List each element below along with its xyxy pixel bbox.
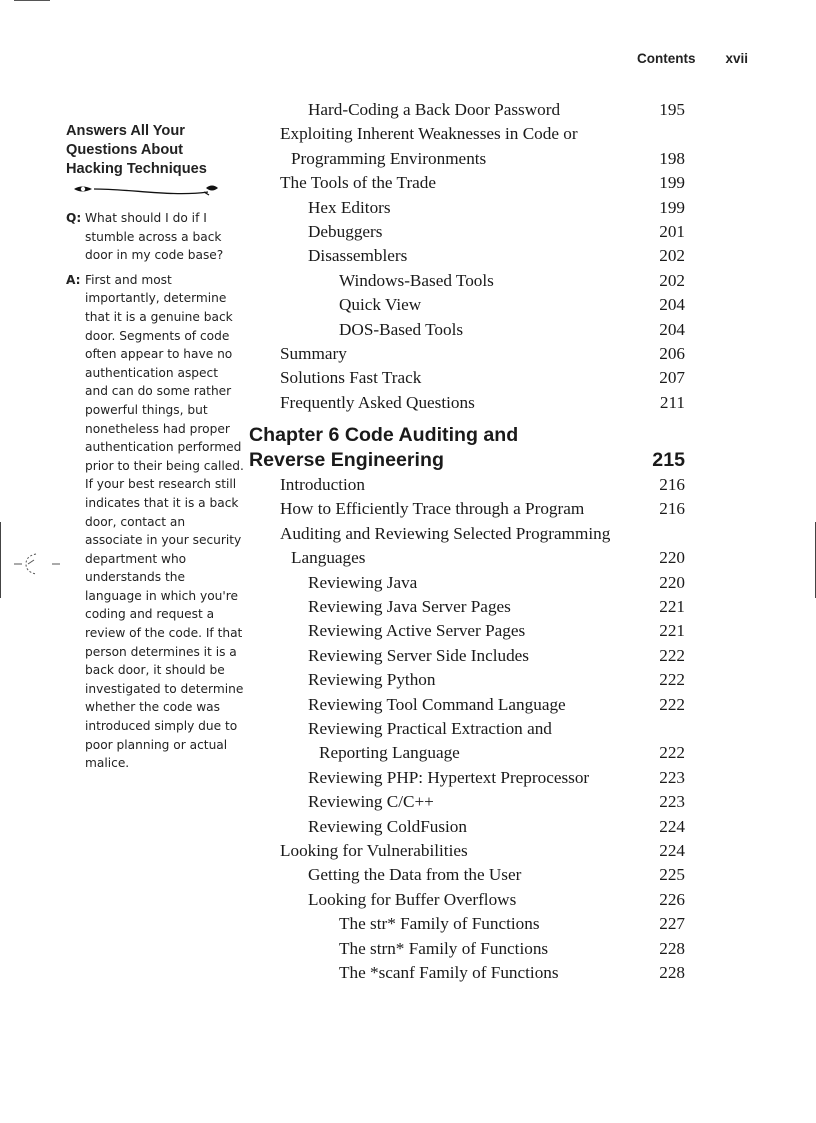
- toc-title: Reviewing Active Server Pages: [308, 621, 526, 641]
- toc-title: The *scanf Family of Functions: [339, 962, 559, 982]
- toc-page: 223: [659, 792, 685, 812]
- toc-title: Reporting Language: [319, 743, 460, 763]
- toc-entry[interactable]: [249, 790, 687, 814]
- toc-entry[interactable]: [249, 269, 687, 293]
- toc-title: Reviewing Python: [308, 670, 436, 690]
- crop-mark-left: [0, 522, 1, 598]
- toc-title: Reviewing Java: [308, 572, 418, 592]
- chapter-heading[interactable]: [249, 423, 687, 473]
- toc-title: The strn* Family of Functions: [339, 938, 549, 958]
- toc-entry[interactable]: [249, 366, 687, 390]
- toc-entry[interactable]: [249, 293, 687, 317]
- toc-title: Getting the Data from the User: [308, 865, 522, 885]
- toc-entry[interactable]: [249, 595, 687, 619]
- sidebar: [66, 122, 244, 779]
- question-label: Q:: [66, 211, 82, 225]
- toc-title: Reviewing C/C++: [308, 792, 434, 812]
- toc-entry[interactable]: [249, 961, 687, 985]
- toc-page: 199: [659, 173, 685, 193]
- toc-title: Introduction: [280, 475, 365, 495]
- toc-entry[interactable]: [249, 717, 687, 741]
- toc-page: 223: [659, 767, 685, 787]
- toc-page: 195: [659, 100, 685, 119]
- toc-page: 216: [659, 475, 685, 495]
- toc-page: 225: [659, 865, 685, 885]
- toc-title: Looking for Buffer Overflows: [308, 889, 517, 909]
- chapter-title-line2: Reverse Engineering: [249, 448, 444, 471]
- toc-page: 222: [659, 645, 685, 665]
- toc-title: Solutions Fast Track: [280, 368, 422, 388]
- toc-entry[interactable]: [249, 766, 687, 790]
- toc-page: 226: [659, 889, 685, 909]
- toc-title: DOS-Based Tools: [339, 319, 464, 339]
- toc-entry-continuation[interactable]: [249, 546, 687, 570]
- toc-entry[interactable]: [249, 912, 687, 936]
- crop-mark-top-left: [14, 0, 50, 1]
- toc-entry[interactable]: [249, 391, 687, 415]
- running-head-label: Contents: [636, 51, 696, 66]
- toc-title: The Tools of the Trade: [280, 173, 437, 193]
- registration-mark-icon: [14, 550, 62, 578]
- toc-title: Summary: [280, 343, 347, 363]
- toc-page: 221: [659, 597, 685, 617]
- toc-entry-continuation[interactable]: [249, 147, 687, 171]
- toc-title: Hard-Coding a Back Door Password: [308, 100, 561, 119]
- toc-entry[interactable]: [249, 522, 687, 546]
- question-text: What should I do if I stumble across a back door in my code base?: [85, 211, 224, 263]
- toc-title: Looking for Vulnerabilities: [280, 840, 468, 860]
- toc-page: 202: [659, 246, 685, 266]
- toc-page: 204: [659, 295, 685, 315]
- toc-title: The str* Family of Functions: [339, 914, 540, 934]
- toc-entry[interactable]: [249, 220, 687, 244]
- toc-entry[interactable]: [249, 815, 687, 839]
- toc-page: 202: [659, 270, 685, 290]
- toc-page: 222: [659, 670, 685, 690]
- toc-entry[interactable]: [249, 196, 687, 220]
- toc-entry[interactable]: [249, 98, 687, 122]
- toc-page: 220: [659, 572, 685, 592]
- toc-title: Quick View: [339, 295, 422, 315]
- page-number: xvii: [725, 51, 748, 66]
- answer-label: A:: [66, 272, 81, 287]
- toc-page: 228: [659, 962, 685, 982]
- toc-title: Reviewing Server Side Includes: [308, 645, 529, 665]
- toc-entry[interactable]: [249, 668, 687, 692]
- running-head: [637, 51, 748, 66]
- table-of-contents: [249, 98, 687, 985]
- toc-title: Reviewing PHP: Hypertext Preprocessor: [308, 767, 590, 787]
- toc-entry[interactable]: [249, 318, 687, 342]
- toc-page: 216: [659, 499, 685, 519]
- toc-title: How to Efficiently Trace through a Program: [280, 499, 585, 519]
- toc-page: 222: [659, 743, 685, 763]
- toc-entry[interactable]: [249, 839, 687, 863]
- toc-entry[interactable]: [249, 888, 687, 912]
- toc-entry[interactable]: [249, 644, 687, 668]
- toc-entry[interactable]: [249, 497, 687, 521]
- toc-page: 222: [659, 694, 685, 714]
- toc-title: Reviewing Tool Command Language: [308, 694, 566, 714]
- toc-title: Programming Environments: [291, 148, 487, 168]
- toc-page: 204: [659, 319, 685, 339]
- toc-entry[interactable]: [249, 937, 687, 961]
- toc-page: 206: [659, 343, 685, 363]
- toc-entry[interactable]: [249, 571, 687, 595]
- toc-entry[interactable]: [249, 693, 687, 717]
- sidebar-title: Answers All Your Questions About Hacking Techniques: [66, 123, 207, 177]
- eye-ornament-icon: [72, 183, 220, 199]
- toc-page: 199: [659, 197, 685, 217]
- toc-page: 224: [659, 840, 685, 860]
- chapter-title-line1: Chapter 6 Code Auditing and: [249, 424, 519, 447]
- answer: [66, 271, 244, 773]
- toc-title: Hex Editors: [308, 197, 391, 217]
- toc-entry[interactable]: [249, 473, 687, 497]
- toc-page: 227: [659, 914, 685, 934]
- toc-entry[interactable]: [249, 863, 687, 887]
- toc-entry[interactable]: [249, 342, 687, 366]
- toc-entry[interactable]: [249, 619, 687, 643]
- toc-title: Auditing and Reviewing Selected Programming: [280, 523, 611, 543]
- toc-page: 221: [659, 621, 685, 641]
- toc-entry[interactable]: [249, 171, 687, 195]
- toc-title: Disassemblers: [308, 246, 408, 266]
- toc-title: Debuggers: [308, 221, 383, 241]
- toc-title: Reviewing Practical Extraction and: [308, 718, 552, 738]
- question: [66, 209, 244, 265]
- toc-page: 201: [659, 221, 685, 241]
- toc-title: Frequently Asked Questions: [280, 392, 475, 412]
- answer-text: First and most importantly, determine that it is a genuine back door. Segments of code often appear to have no authentication aspect and can do some rather powerful things, but nonetheless had proper authentication performed prior to their being called. If your best research still indicates that it is a back door, contact an associate in your security department who understands the language in which you're coding and request a review of the code. If that person determines it is a back door, it should be investigated to determine whether the code was introduced simply due to poor planning or actual malice.: [85, 272, 244, 771]
- toc-page: 198: [659, 148, 685, 168]
- toc-page: 228: [659, 938, 685, 958]
- toc-title: Windows-Based Tools: [339, 270, 494, 290]
- toc-page: 224: [659, 816, 685, 836]
- toc-entry-continuation[interactable]: [249, 741, 687, 765]
- toc-entry[interactable]: [249, 244, 687, 268]
- toc-page: 220: [659, 548, 685, 568]
- toc-title: Languages: [291, 548, 366, 568]
- toc-title: Reviewing Java Server Pages: [308, 597, 511, 617]
- chapter-page: 215: [652, 448, 685, 471]
- toc-title: Exploiting Inherent Weaknesses in Code or: [280, 124, 578, 144]
- toc-page: 211: [659, 392, 685, 412]
- toc-entry[interactable]: [249, 122, 687, 146]
- toc-title: Reviewing ColdFusion: [308, 816, 467, 836]
- toc-page: 207: [659, 368, 685, 388]
